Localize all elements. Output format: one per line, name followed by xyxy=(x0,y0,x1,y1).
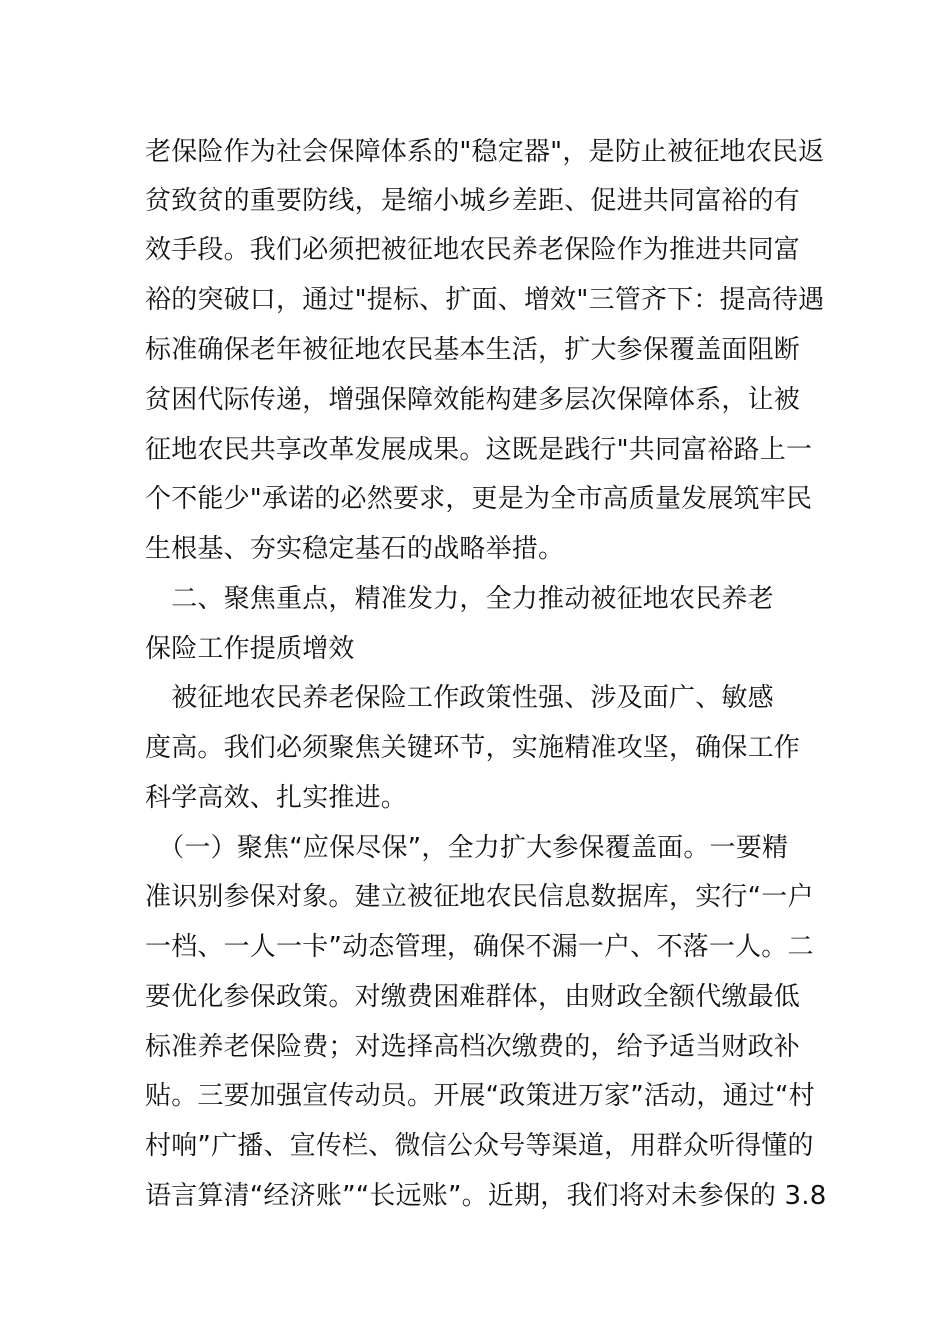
body-text-line: 征地农民共享改革发展成果。这既是践行"共同富裕路上一 xyxy=(145,435,813,465)
body-text-line: 贴。三要加强宣传动员。开展“政策进万家”活动，通过“村 xyxy=(145,1081,815,1111)
body-text-line: 一档、一人一卡”动态管理，确保不漏一户、不落一人。二 xyxy=(145,932,814,962)
body-text-line: 老保险作为社会保障体系的"稳定器"，是防止被征地农民返 xyxy=(145,137,825,167)
section-heading-line: 保险工作提质增效 xyxy=(145,634,355,664)
body-text-line: 要优化参保政策。对缴费困难群体，由财政全额代缴最低 xyxy=(145,982,801,1012)
body-text-line: 度高。我们必须聚焦关键环节，实施精准攻坚，确保工作 xyxy=(145,733,801,763)
body-text-line: 贫困代际传递，增强保障效能构建多层次保障体系，让被 xyxy=(145,385,801,415)
body-text-line: 标准养老保险费；对选择高档次缴费的，给予适当财政补 xyxy=(145,1032,801,1062)
body-text-line: 科学高效、扎实推进。 xyxy=(145,783,408,813)
body-text-line: 标准确保老年被征地农民基本生活，扩大参保覆盖面阻断 xyxy=(145,335,801,365)
body-text-line: 生根基、夯实稳定基石的战略举措。 xyxy=(145,534,565,564)
body-text-line: 被征地农民养老保险工作政策性强、涉及面广、敏感 xyxy=(145,683,774,713)
body-text-line: 语言算清“经济账”“长远账”。近期，我们将对未参保的 3.8 xyxy=(145,1181,827,1211)
body-text-line: 村响”广播、宣传栏、微信公众号等渠道，用群众听得懂的 xyxy=(145,1131,814,1161)
body-text-line: 个不能少"承诺的必然要求，更是为全市高质量发展筑牢民 xyxy=(145,484,813,514)
body-text-line: 准识别参保对象。建立被征地农民信息数据库，实行“一户 xyxy=(145,882,814,912)
section-heading-line: 二、聚焦重点，精准发力，全力推动被征地农民养老 xyxy=(145,584,774,614)
body-text-line: 效手段。我们必须把被征地农民养老保险作为推进共同富 xyxy=(145,235,801,265)
subsection-text-line: （一）聚焦“应保尽保”，全力扩大参保覆盖面。一要精 xyxy=(145,833,789,863)
body-text-line: 贫致贫的重要防线，是缩小城乡差距、促进共同富裕的有 xyxy=(145,186,801,216)
body-text-line: 裕的突破口，通过"提标、扩面、增效"三管齐下：提高待遇 xyxy=(145,285,825,315)
